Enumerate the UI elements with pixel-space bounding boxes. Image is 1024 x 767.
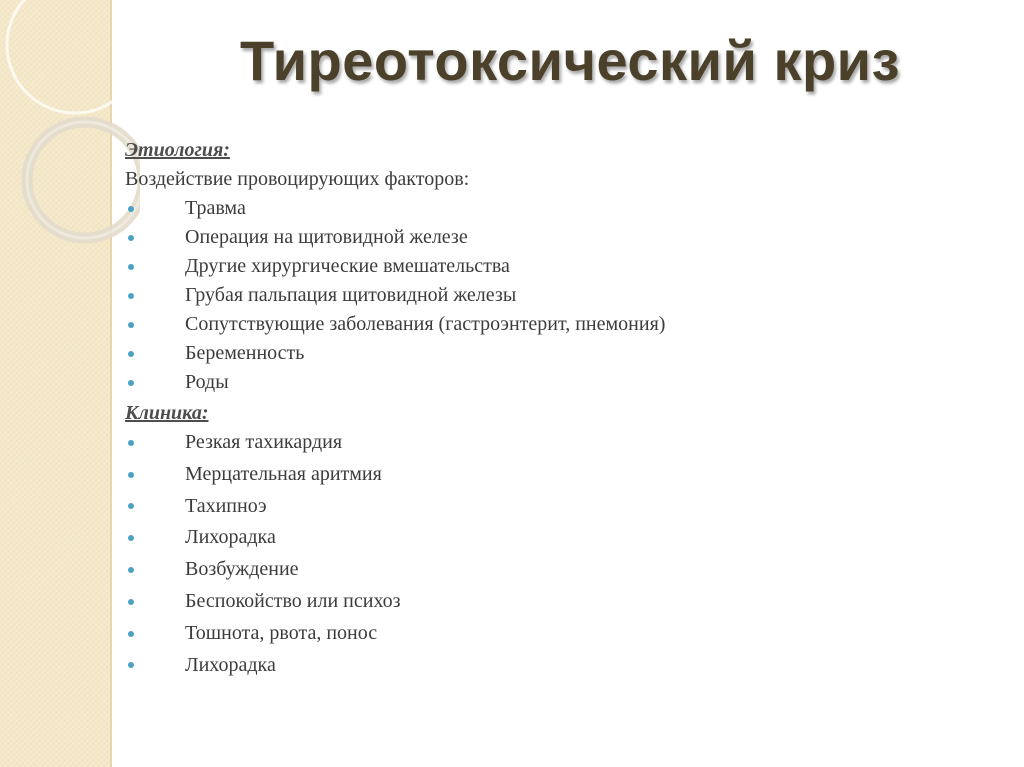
list-item (125, 310, 995, 339)
decorative-circles (0, 0, 140, 300)
list-item-text: Травма (185, 197, 246, 219)
list-item (125, 491, 995, 523)
list-item (125, 554, 995, 586)
list-item (125, 650, 995, 682)
bullet-icon (128, 631, 134, 637)
list-item (125, 252, 995, 281)
list-item (125, 618, 995, 650)
list-item (125, 522, 995, 554)
list-item-text: Грубая пальпация щитовидной железы (185, 284, 517, 306)
bullet-icon (128, 440, 134, 446)
bullet-icon (128, 322, 134, 328)
list-item-text: Возбуждение (185, 558, 299, 581)
list-item-text: Другие хирургические вмешательства (185, 255, 510, 277)
bullet-icon (128, 264, 134, 270)
list-item (125, 281, 995, 310)
list-item-text: Операция на щитовидной железе (185, 226, 468, 248)
clinic-heading: Клиника: (125, 402, 209, 424)
list-item-text: Резкая тахикардия (185, 431, 343, 453)
list-item-text: Лихорадка (185, 653, 276, 676)
list-item (125, 586, 995, 618)
bullet-icon (128, 472, 134, 478)
etiology-heading: Этиология: (125, 139, 230, 161)
bullet-icon (128, 235, 134, 241)
slide-content (125, 136, 995, 681)
list-item-text: Беременность (185, 342, 305, 364)
bullet-icon (128, 535, 134, 541)
bullet-icon (128, 503, 134, 509)
list-item (125, 339, 995, 368)
bullet-icon (128, 293, 134, 299)
list-item-text: Лихорадка (185, 526, 276, 549)
etiology-subheading: Воздействие провоцирующих факторов: (125, 168, 470, 190)
list-item (125, 194, 995, 223)
list-item (125, 459, 995, 491)
bullet-icon (128, 567, 134, 573)
list-item-text: Беспокойство или психоз (185, 589, 401, 612)
list-item (125, 427, 995, 459)
bullet-icon (128, 206, 134, 212)
slide-title: Тиреотоксический криз (240, 29, 900, 92)
bullet-icon (128, 351, 134, 357)
etiology-list (125, 194, 995, 397)
clinic-list (125, 427, 995, 681)
list-item-text: Роды (185, 371, 229, 393)
list-item (125, 368, 995, 397)
list-item-text: Тошнота, рвота, понос (185, 621, 378, 644)
list-item-text: Сопутствующие заболевания (гастроэнтерит, пнемония) (185, 313, 666, 335)
list-item-text: Мерцательная аритмия (185, 462, 382, 485)
bullet-icon (128, 380, 134, 386)
bullet-icon (128, 599, 134, 605)
list-item-text: Тахипноэ (185, 494, 267, 517)
list-item (125, 223, 995, 252)
bullet-icon (128, 662, 134, 668)
